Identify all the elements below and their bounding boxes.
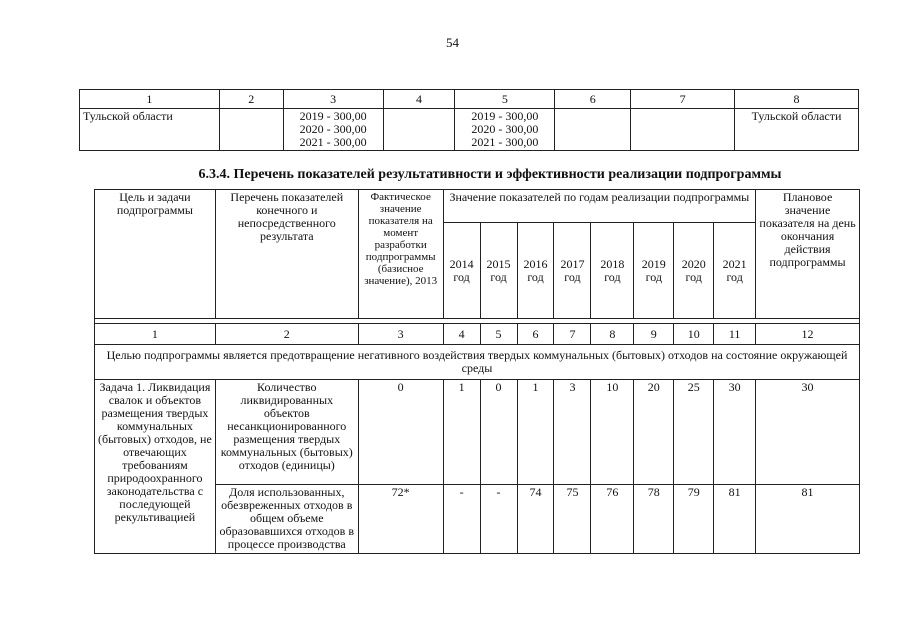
page-number: 54 [446,35,459,50]
top-table-header: 4 [383,90,455,109]
top-table-row [80,109,859,151]
indicator-name: Количество ликвидированных объектов несанкционированного размещения твердых коммунальных (бытовых) отходов (единицы) [215,380,358,485]
planned-value: 30 [756,380,860,485]
top-table-cell [383,109,455,151]
column-number: 2 [215,324,358,345]
year-value: 78 [634,485,674,554]
year-header: 2019 год [634,223,674,319]
year-value: 25 [674,380,714,485]
top-table-cell [631,109,735,151]
year-value: 76 [591,485,634,554]
year-header: 2017 год [554,223,591,319]
header-row [95,190,860,223]
year-value: 75 [554,485,591,554]
year-value: 20 [634,380,674,485]
column-number: 9 [634,324,674,345]
top-table-header: 3 [283,90,383,109]
column-number: 8 [591,324,634,345]
top-table-header: 2 [219,90,283,109]
goal-statement: Целью подпрограммы является предотвращение негативного воздействия твердых коммунальных (бытовых) отходов на состояние окружающей среды [95,345,860,380]
column-number: 5 [480,324,517,345]
amount-line: 2021 - 300,00 [471,135,539,149]
top-table [79,89,859,151]
top-table-cell [219,109,283,151]
header-indicators: Перечень показателей конечного и непосредственного результата [215,190,358,319]
top-table-cell [555,109,631,151]
amount-line: 2020 - 300,00 [471,122,539,136]
goal-row [95,345,860,380]
indicator-name: Доля использованных, обезвреженных отходов в общем объеме образовавшихся отходов в процессе производства [215,485,358,554]
top-table-cell-executor: Тульской области [735,109,859,151]
header-actual-value: Фактическое значение показателя на момент разработки подпрограммы (базисное значение), 2013 [358,190,443,319]
column-number: 6 [517,324,554,345]
year-header: 2015 год [480,223,517,319]
year-value: 30 [714,380,756,485]
column-number: 3 [358,324,443,345]
header-planned-value: Плановое значение показателя на день окончания действия подпрограммы [756,190,860,319]
year-header: 2018 год [591,223,634,319]
top-table-header: 6 [555,90,631,109]
year-header: 2014 год [443,223,480,319]
year-header: 2021 год [714,223,756,319]
indicators-table [94,189,860,554]
year-value: 10 [591,380,634,485]
top-table-header: 8 [735,90,859,109]
amount-line: 2021 - 300,00 [299,135,367,149]
top-table-cell-region: Тульской области [80,109,220,151]
column-number: 1 [95,324,216,345]
top-table-cell-amounts [455,109,555,151]
planned-value: 81 [756,485,860,554]
base-value: 72* [358,485,443,554]
year-value: 1 [517,380,554,485]
column-number: 10 [674,324,714,345]
year-header: 2020 год [674,223,714,319]
top-table-header: 5 [455,90,555,109]
year-value: - [443,485,480,554]
year-value: 81 [714,485,756,554]
year-value: 3 [554,380,591,485]
column-number: 11 [714,324,756,345]
year-value: - [480,485,517,554]
header-years-group: Значение показателей по годам реализации подпрограммы [443,190,755,223]
task-cell: Задача 1. Ликвидация свалок и объектов размещения твердых коммунальных (бытовых) отходов, не отвечающих требованиям природоохранного законодательства с последующей рекультивацией [95,380,216,554]
amount-line: 2019 - 300,00 [471,109,539,123]
section-heading: 6.3.4. Перечень показателей результативности и эффективности реализации подпрограммы [198,167,782,182]
top-table-header-row [80,90,859,109]
amount-line: 2020 - 300,00 [299,122,367,136]
indicator-row [95,380,860,485]
base-value: 0 [358,380,443,485]
year-header: 2016 год [517,223,554,319]
year-value: 1 [443,380,480,485]
column-number: 12 [756,324,860,345]
header-goal: Цель и задачи подпрограммы [95,190,216,319]
top-table-header: 7 [631,90,735,109]
year-value: 0 [480,380,517,485]
column-number: 4 [443,324,480,345]
top-table-header: 1 [80,90,220,109]
year-value: 79 [674,485,714,554]
top-table-cell-amounts [283,109,383,151]
year-value: 74 [517,485,554,554]
column-numbers-row [95,324,860,345]
amount-line: 2019 - 300,00 [299,109,367,123]
column-number: 7 [554,324,591,345]
